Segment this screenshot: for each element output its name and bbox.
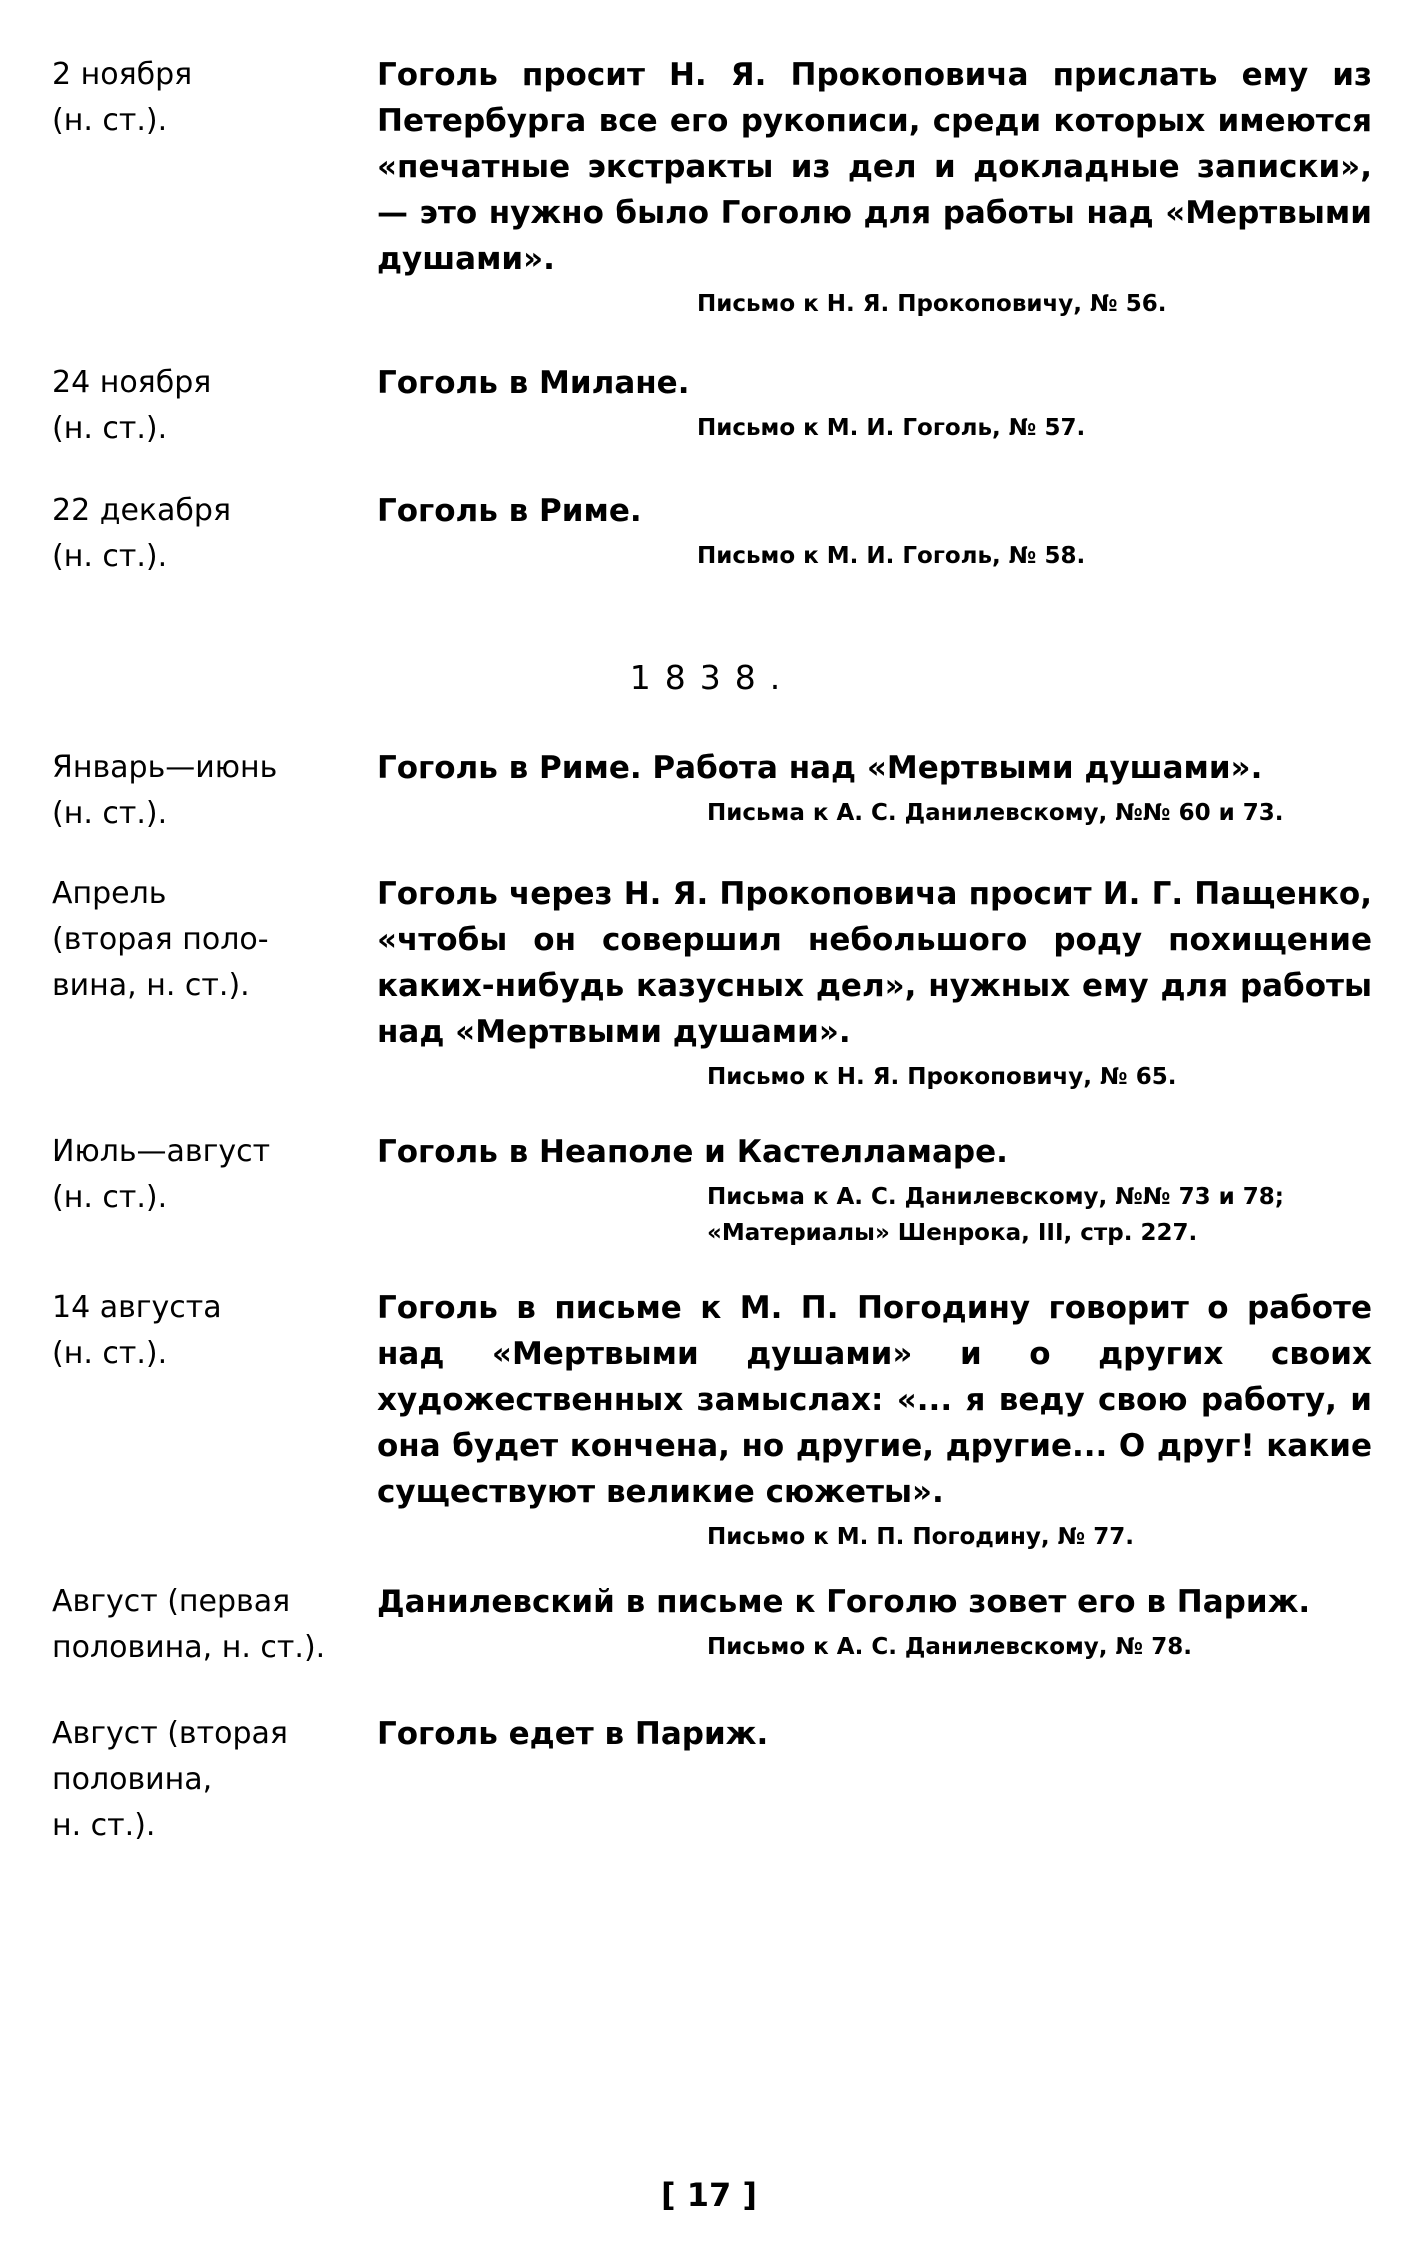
chronology-entry (52, 360, 1372, 452)
entry-text: Гоголь в письме к М. П. Погодину говорит о работе над «Мертвыми душами» и о других своих художественных замыслах: «... я веду свою работу, и она будет кончена, но другие, другие... О друг! какие существуют великие сюжеты». (377, 1290, 1372, 1510)
entry-date (52, 1129, 377, 1221)
source-line: Письмо к М. И. Гоголь, № 57. (697, 415, 1086, 441)
entry-text: Гоголь через Н. Я. Прокоповича просит И. Г. Пащенко, «чтобы он совершил небольшого роду похищение каких-нибудь казусных дел», нужных ему для работы над «Мертвыми душами». (377, 876, 1372, 1050)
source-line: Письмо к М. П. Погодину, № 77. (707, 1524, 1135, 1550)
date-line: (н. ст.). (52, 1180, 168, 1215)
entry-source (377, 1629, 1372, 1665)
chronology-entry (52, 871, 1372, 1095)
entry-source (377, 1519, 1372, 1555)
chronology-entry (52, 52, 1372, 322)
entry-source (377, 1179, 1372, 1251)
source-line: Письма к А. С. Данилевскому, №№ 73 и 78; (707, 1184, 1284, 1210)
date-line: 14 августа (52, 1290, 222, 1325)
source-line: Письмо к Н. Я. Прокоповичу, № 65. (707, 1064, 1177, 1090)
entry-source (377, 795, 1372, 831)
chronology-page (52, 52, 1372, 1849)
entry-date (52, 1285, 377, 1377)
source-line: Письма к А. С. Данилевскому, №№ 60 и 73. (707, 800, 1284, 826)
chronology-entry (52, 745, 1372, 837)
date-line: (н. ст.). (52, 411, 168, 446)
entry-date (52, 488, 377, 580)
source-line: Письмо к А. С. Данилевскому, № 78. (707, 1634, 1192, 1660)
entry-body (377, 1579, 1372, 1665)
entry-date (52, 52, 377, 144)
date-line: Июль—август (52, 1134, 271, 1169)
date-line: Апрель (52, 876, 167, 911)
source-line: «Материалы» Шенрока, III, стр. 227. (707, 1220, 1198, 1246)
date-line: Январь—июнь (52, 750, 278, 785)
chronology-entry (52, 1285, 1372, 1555)
page-number: [ 17 ] (660, 2176, 758, 2214)
chronology-entry (52, 1129, 1372, 1251)
date-line: 2 ноября (52, 57, 193, 92)
entry-body (377, 1285, 1372, 1555)
date-line: 22 декабря (52, 493, 232, 528)
entry-text: Гоголь в Милане. (377, 365, 690, 401)
entry-date (52, 871, 377, 1009)
date-line: половина, н. ст.). (52, 1630, 326, 1665)
entry-body (377, 360, 1372, 446)
entry-text: Гоголь в Неаполе и Кастелламаре. (377, 1134, 1008, 1170)
date-line: (н. ст.). (52, 103, 168, 138)
entry-source (377, 538, 1372, 574)
entry-date (52, 1579, 377, 1671)
entry-body (377, 745, 1372, 831)
date-line: Август (вторая (52, 1716, 288, 1751)
entry-date (52, 745, 377, 837)
date-line: 24 ноября (52, 365, 212, 400)
entry-date (52, 1711, 377, 1849)
entry-text: Данилевский в письме к Гоголю зовет его в Париж. (377, 1584, 1311, 1620)
date-line: Август (первая (52, 1584, 291, 1619)
source-line: Письмо к Н. Я. Прокоповичу, № 56. (697, 291, 1167, 317)
year-heading: 1838. (629, 658, 795, 697)
entry-body (377, 52, 1372, 322)
entry-source (377, 1059, 1372, 1095)
entry-body (377, 871, 1372, 1095)
chronology-entry (52, 1711, 1372, 1849)
entry-body (377, 1711, 1372, 1757)
entry-text: Гоголь едет в Париж. (377, 1716, 769, 1752)
date-line: половина, (52, 1762, 213, 1797)
entry-text: Гоголь просит Н. Я. Прокоповича прислать ему из Петербурга все его рукописи, среди которых имеются «печатные экстракты из дел и докладные записки», — это нужно было Гоголю для работы над «Мертвыми душами». (377, 57, 1372, 277)
date-line: вина, н. ст.). (52, 968, 250, 1003)
date-line: (вторая поло- (52, 922, 269, 957)
date-line: (н. ст.). (52, 1336, 168, 1371)
entry-source (377, 286, 1372, 322)
entry-date (52, 360, 377, 452)
chronology-entry (52, 488, 1372, 580)
date-line: (н. ст.). (52, 539, 168, 574)
entry-text: Гоголь в Риме. Работа над «Мертвыми душами». (377, 750, 1263, 786)
date-line: н. ст.). (52, 1808, 156, 1843)
entry-source (377, 410, 1372, 446)
entry-text: Гоголь в Риме. (377, 493, 642, 529)
chronology-entry (52, 1579, 1372, 1671)
date-line: (н. ст.). (52, 796, 168, 831)
entry-body (377, 1129, 1372, 1251)
entry-body (377, 488, 1372, 574)
source-line: Письмо к М. И. Гоголь, № 58. (697, 543, 1086, 569)
